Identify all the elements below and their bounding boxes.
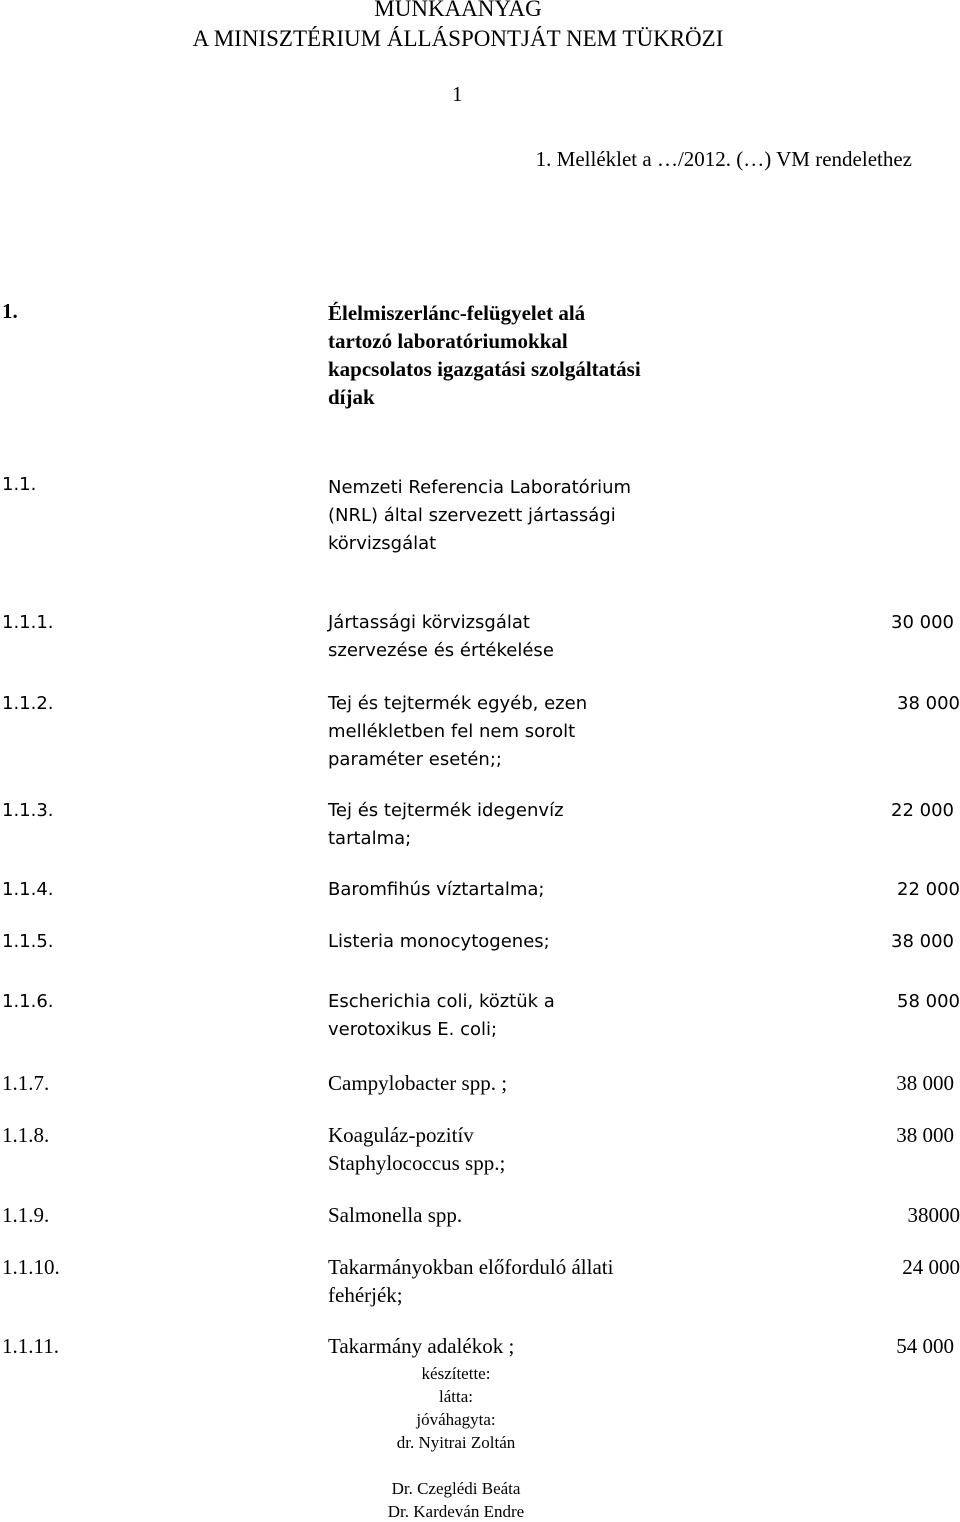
row-price: 58 000 [897, 988, 960, 1016]
signer-name: dr. Nyitrai Zoltán [300, 1433, 612, 1453]
row-price: 38 000 [891, 928, 954, 956]
row-number: 1.1.9. [2, 1201, 49, 1229]
row-number: 1.1.7. [2, 1069, 49, 1097]
row-number: 1.1.4. [2, 876, 54, 904]
row-number: 1.1.2. [2, 690, 54, 718]
row-description: Takarmányokban előforduló állati fehérjék; [328, 1253, 618, 1309]
row-price: 38 000 [896, 1069, 954, 1097]
row-price: 38000 [908, 1201, 960, 1229]
row-number: 1.1.1. [2, 609, 54, 637]
row-description: Baromfihús víztartalma; [328, 876, 628, 904]
row-price: 30 000 [891, 609, 954, 637]
row-number: 1.1.10. [2, 1253, 60, 1281]
signer-name: Dr. Czeglédi Beáta [300, 1479, 612, 1499]
row-price: 24 000 [902, 1253, 960, 1281]
section-number: 1. [2, 299, 18, 324]
prepared-by-label: készítette: [300, 1364, 612, 1384]
watermark-disclaimer: A MINISZTÉRIUM ÁLLÁSPONTJÁT NEM TÜKRÖZI [0, 26, 916, 52]
seen-by-label: látta: [300, 1387, 612, 1407]
subsection-title: Nemzeti Referencia Laboratórium (NRL) által szervezett jártassági körvizsgálat [328, 474, 638, 558]
row-number: 1.1.11. [2, 1332, 59, 1360]
row-price: 38 000 [896, 1121, 954, 1149]
row-description: Tej és tejtermék egyéb, ezen mellékletben fel nem sorolt paraméter esetén;; [328, 690, 618, 774]
subsection-number: 1.1. [2, 474, 36, 495]
row-number: 1.1.8. [2, 1121, 49, 1149]
annex-reference: 1. Melléklet a …/2012. (…) VM rendelethez [536, 147, 912, 172]
watermark-draft-title: MUNKAANYAG [0, 0, 916, 22]
row-price: 54 000 [896, 1332, 954, 1360]
row-price: 22 000 [891, 797, 954, 825]
row-number: 1.1.3. [2, 797, 54, 825]
row-number: 1.1.5. [2, 928, 54, 956]
row-price: 38 000 [897, 690, 960, 718]
row-description: Jártassági körvizsgálat szervezése és értékelése [328, 609, 588, 665]
section-title: Élelmiszerlánc-felügyelet alá tartozó laboratóriumokkal kapcsolatos igazgatási szolgáltatási díjak [328, 299, 648, 411]
row-description: Tej és tejtermék idegenvíz tartalma; [328, 797, 618, 853]
row-description: Salmonella spp. [328, 1201, 628, 1229]
row-description: Koaguláz-pozitív Staphylococcus spp.; [328, 1121, 558, 1177]
row-description: Escherichia coli, köztük a verotoxikus E. coli; [328, 988, 598, 1044]
page-number: 1 [452, 82, 463, 107]
row-description: Listeria monocytogenes; [328, 928, 628, 956]
row-price: 22 000 [897, 876, 960, 904]
approved-by-label: jóváhagyta: [300, 1410, 612, 1430]
row-number: 1.1.6. [2, 988, 54, 1016]
signer-name: Dr. Kardeván Endre [300, 1502, 612, 1522]
row-description: Campylobacter spp. ; [328, 1069, 628, 1097]
row-description: Takarmány adalékok ; [328, 1332, 628, 1360]
